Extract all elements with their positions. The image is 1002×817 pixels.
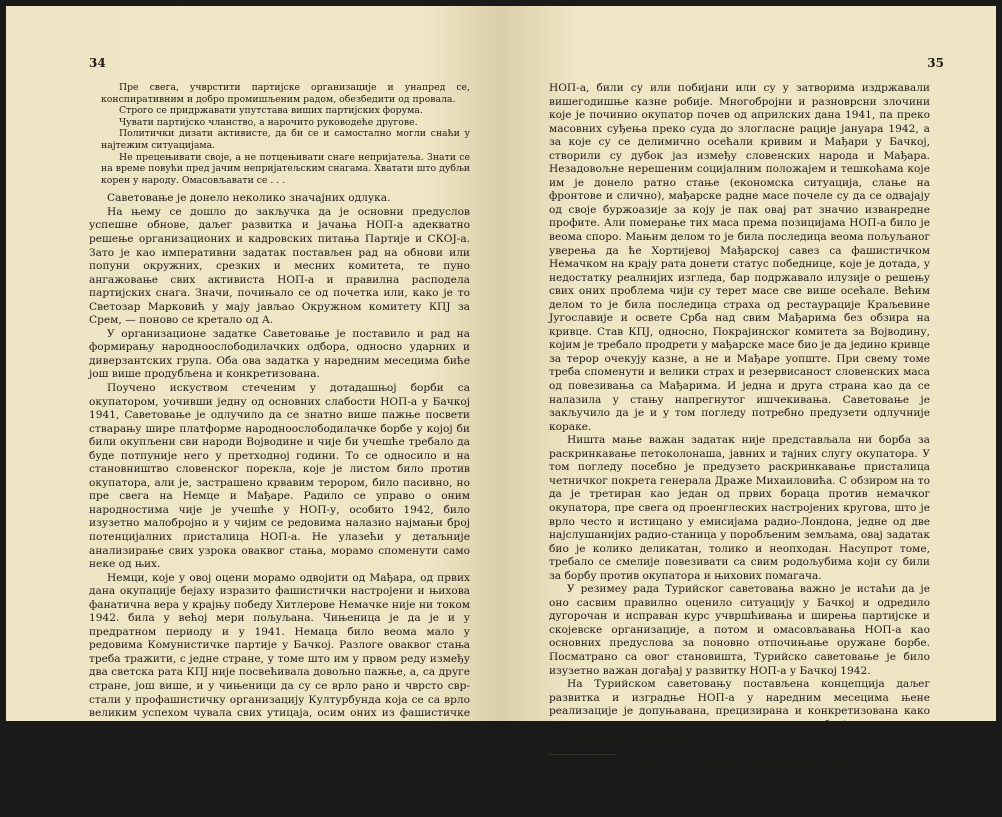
footnote-text: ИА, 839; Оригинал лист <box>567 770 686 782</box>
footnotes <box>549 759 930 817</box>
paragraph: На њему се дошло до закључка да је основни предуслов успешне обнове, даљег развитка и јачања НОП-а адекватно решење организационих и кадровских питања Партије и СКОЈ-а. Зато је као императивни задатак постављен рад на обнови или попуни окружних, срезких и месних комитета, те пуно ангажовање свих активиста НОП-а и правилна расподела партијских снага. Значи, почињало се од почетка или, како је то Светозар Марковић у мају јављао Окружном комитету КПЈ за Срем, — поново се кретало од А. <box>89 205 470 327</box>
page-number: 34 <box>89 56 106 70</box>
paragraph: Немци, које у овој оцени морамо одвојити од Мађара, од првих дана окупације бејаху изразито фашистички настројени и њихова фанатична вера у крајњу победу Хитлерове Немачке није ни током 1942. била у већој мери пољуљана. Чињеница је да је и у предратном периоду и у 1941. Немаца било веома мало у редовима Комунистичке партије у Бачкој. Разлоге оваквог стања треба тражити, с једне стране, у томе што им у првом реду између два светска рата КПЈ није посвећивала довољно пажње, а, са друге стране, још више, и у чињеници да су се врло рано и чврсто сврстали у профашистичку организацију Културбунда која се са врло великим успехом чувала свих утицаја, осим оних из фашистичке Немачке. <box>89 571 470 733</box>
indented-quote <box>89 82 470 186</box>
paragraph: Поучено искуством стеченим у дотадашњој борби са окупатором, уочивши једну од основних слабости НОП-а у Бачкој 1941, Саветовање је одлучило да се знатно више пажње посвети стварању шире платформе народноослободилачке борбе у којој би били окупљени сви народи Војводине и чије би учешће требало да буде потпуније него у претходној години. То се односило и на становништво словенског порекла, које је листом било против окупатора, али је, застрашено крвавим терором, било пасивно, но пре свега на Немце и Мађаре. Радило се управо о оним народностима чије је учешће у НОП-у, особито 1942, било изузетно малобројно и у чијим се редовима налазио најмањи број потенцијалних присталица НОП-а. Не улазећи у детаљније анализирање свих узрока оваквог стања, морамо споменути само неке од њих. <box>89 382 470 571</box>
footnote-divider <box>549 754 617 755</box>
page-text <box>549 82 930 817</box>
paragraph <box>549 678 930 746</box>
left-page <box>6 6 501 814</box>
book-spread <box>6 6 996 817</box>
quote-line: Пре свега, учврстити партијске организације и унапред се, конспиративним и добро промишљеним радом, обезбедити од провала. <box>101 82 470 105</box>
footnote <box>549 770 930 782</box>
paragraph: Саветовање је донело неколико значајних одлука. <box>107 192 391 205</box>
page-number: 35 <box>927 56 944 70</box>
paragraph: У резимеу рада Турийског саветовања важно је истаћи да је оно сасвим правилно оценило ситуацију у Бачкој и одредило дугорочан и исправан курс учвршћивања и ширења партијске и скојевске организације, а потом и омасовљавања НОП-а као основних предуслова за поновно отпочињање оружане борбе. Посматрано са овог становишта, Турийско саветовање је било изузетно важан догађај у развитку НОП-а у Бачкој 1942. <box>549 583 930 677</box>
paragraph: У организационе задатке Саветовање је поставило и рад на формирању народноослободилачких одбора, односно ударних и диверзантских група. Оба ова задатка у наредним месецима биће још више продубљена и конкретизована. <box>89 327 470 381</box>
quote-line: Не прецењивати своје, а не потцењивати снаге непријатеља. Знати се на време повући пред јачим непријатељским снагама. Хватати што дубљи корен у народу. Омасовљавати се . . . <box>101 151 470 186</box>
footnote-text: ¹⁹ ИА, 8209—8211, 14042; Оригинал листа <box>567 758 777 770</box>
footnote-title: Истина <box>779 758 819 770</box>
footnote-text: од августа 1942. <box>821 758 903 770</box>
page-text <box>89 82 470 816</box>
footnote: Према подацима до којих су до сада дошли аутори — на основу појединачних и групних изјава учесника НОП-а наших и непријатељских докумената <box>549 781 930 817</box>
paragraph: НОП-а, били су или побијани или су у затворима издржавали вишегодишње казне робије. Многобројни и разноврсни злочини које је починио окупатор почев од априлских дана 1941, па преко масовних суђења преко суда до злогласне рације јануара 1942, а за које су се делимично осећали кривим и Мађари у Бачкој, створили су дубок јаз између словенских народа и Мађара. Незадовољне нерешеним социјалним положајем и тешкоћама које им је донело ратно стање (економска ситуација, слање на фронтове и слично), мађарске радне масе почеле су да се одвајају од своје буржоазије за коју је пак овај рат значио изванредне профите. Али померање тих маса према позицијама НОП-а било је веома споро. Мањим делом то је била последица веома пољуљаног уверења да ће Хортијевој Мађарској савез са фашистичком Немачком на крају рата донети статус победнице, које је дотада, у недостатку реалнијих изгледа, бар подржавало илузије о решењу свих оних проблема чији су терет масе све више осећале. Већим делом то је била последица страха од рестаурације Краљевине Југославије и освете Срба над свим Мађарима без обзира на кривце. Став КПЈ, односно, Покрајинског комитета за Војводину, којим је требало продрети у мађарске масе био је да једино кривце за терор очекују казне, а не и Мађаре уопште. При свему томе треба споменути и велики страх и резервисаност словенских маса од повезивања са Мађарима. И једна и друга страна као да се налазила у стању напрегнутог ишчекивања. Саветовање је закључило да је и у том погледу потребно предузети одлучније кораке. <box>549 82 930 433</box>
footnote-text: 14—15 од марта 1942. <box>743 770 853 782</box>
quote-line: Чувати партијско чланство, а нарочито руководеће другове. <box>119 116 418 128</box>
footnote-title: Пролетер <box>688 770 741 782</box>
footnote <box>549 759 930 771</box>
quote-line: Политички дизати активисте, да би се и самостално могли снаћи у најтежим ситуацијама. <box>101 128 470 151</box>
footnote-marker: 19 <box>692 730 702 739</box>
paragraph: Код мађарског становништва су јаки талас ревизионизма и изразито шовинистички испади, који су га захватили првих месеци окупације 1941, знатно попустили. У међувремену су се десиле и друге значајне ствари. Сви они Мађари, чланови КПЈ и СКОЈ-а, који су наставили са својим радом, укључивши се од првих дана у редове <box>89 734 470 814</box>
quote-line: Строго се придржавати упутстава виших партијских форума. <box>119 105 423 117</box>
paragraph: Ништа мање важан задатак није представљала ни борба за раскринкавање петоколонаша, јавних и тајних слугу окупатора. У том погледу посебно је предузето раскринкавање присталица четничког покрета генерала Драже Михаиловића. С обзиром на то да је третиран као један од првих бораца против немачког окупатора, пре свега од проенглеских настројених кругова, што је врло често и истицано у емисијама радио-Лондона, једне од две најслушанијих радио-станица у поробљеним земљама, овај задатак био је колико деликатан, толико и неопходан. Насупрот томе, требало се смелије повезивати са свим родољубима који су били за борбу против окупатора и њихових помагача. <box>549 434 930 582</box>
paragraph-text: На Турийском саветовању постављена концепција даљег развитка и изградње НОП-а у наредним месецима њене реализације је допуњавана, прецизирана и конкретизована како личним преношењем директива, тако и бројним писаним документима и штампом. <box>549 678 930 745</box>
right-page <box>501 6 996 817</box>
